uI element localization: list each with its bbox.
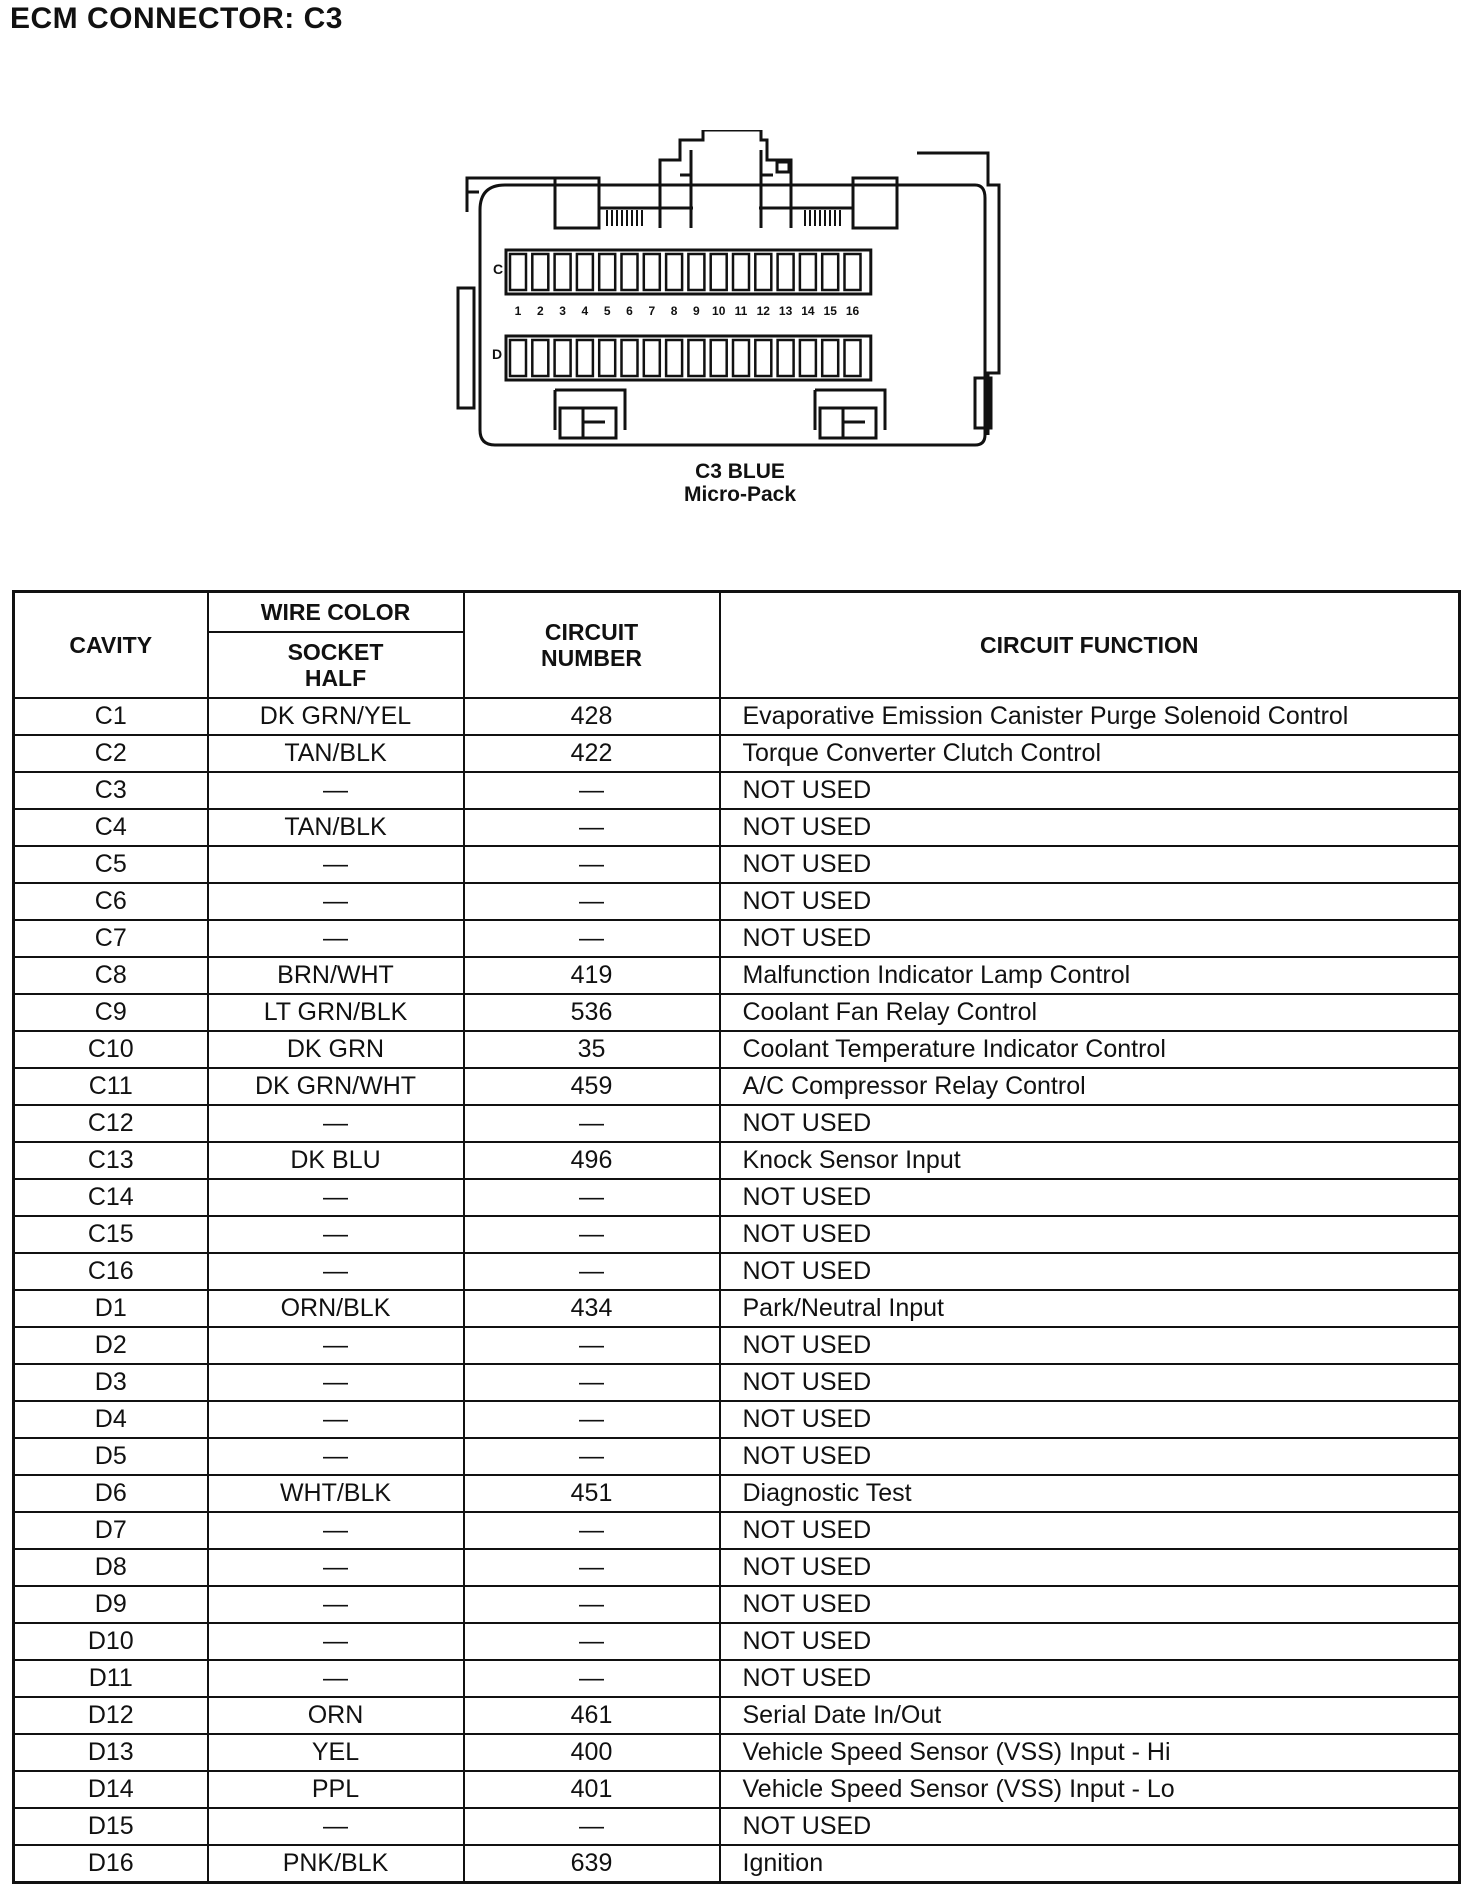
cavity-d12 (755, 340, 771, 376)
cell-cavity: D8 (14, 1549, 208, 1586)
table-row (14, 1327, 1460, 1364)
table-row (14, 1697, 1460, 1734)
cavity-c12 (755, 254, 771, 290)
cell-cavity: C6 (14, 883, 208, 920)
cavity-row-c (506, 250, 871, 294)
cavity-c3 (555, 254, 571, 290)
cell-cavity: C16 (14, 1253, 208, 1290)
pin-number: 10 (712, 304, 726, 318)
cell-circuit-number: — (464, 1808, 720, 1845)
table-row (14, 1475, 1460, 1512)
cell-cavity: C7 (14, 920, 208, 957)
cell-circuit-number: 536 (464, 994, 720, 1031)
table-row (14, 920, 1460, 957)
cell-wire-color: DK GRN (208, 1031, 464, 1068)
pin-number: 13 (778, 304, 793, 318)
pin-number: 2 (536, 304, 544, 318)
cell-circuit-number: 461 (464, 1697, 720, 1734)
cell-cavity: D4 (14, 1401, 208, 1438)
cell-circuit-number: 428 (464, 698, 720, 735)
cell-wire-color: DK GRN/YEL (208, 698, 464, 735)
table-row (14, 1031, 1460, 1068)
cell-circuit-number: — (464, 1105, 720, 1142)
cell-cavity: D7 (14, 1512, 208, 1549)
cavity-row-d (506, 336, 871, 380)
cell-circuit-function: Torque Converter Clutch Control (720, 735, 1460, 772)
cell-circuit-number: — (464, 883, 720, 920)
cavity-c4 (577, 254, 593, 290)
cell-circuit-number: 419 (464, 957, 720, 994)
table-row (14, 1179, 1460, 1216)
table-row (14, 772, 1460, 809)
cell-circuit-number: 496 (464, 1142, 720, 1179)
table-row (14, 698, 1460, 735)
cell-circuit-number: 401 (464, 1771, 720, 1808)
table-row (14, 809, 1460, 846)
table-row (14, 1216, 1460, 1253)
cell-cavity: D15 (14, 1808, 208, 1845)
table-row (14, 1549, 1460, 1586)
connector-caption (540, 460, 940, 506)
caption-line-2: Micro-Pack (683, 483, 797, 506)
header-cavity: CAVITY (14, 592, 208, 699)
cell-circuit-function: NOT USED (720, 772, 1460, 809)
cavity-d15 (822, 340, 838, 376)
cell-cavity: C13 (14, 1142, 208, 1179)
pin-number: 4 (581, 304, 589, 318)
cavity-d2 (532, 340, 548, 376)
table-row (14, 1290, 1460, 1327)
cell-wire-color: LT GRN/BLK (208, 994, 464, 1031)
cell-circuit-number: — (464, 1586, 720, 1623)
cell-circuit-function: Park/Neutral Input (720, 1290, 1460, 1327)
cell-cavity: D11 (14, 1660, 208, 1697)
cell-circuit-function: NOT USED (720, 1105, 1460, 1142)
header-wire-color: WIRE COLOR (208, 592, 464, 633)
cell-wire-color: WHT/BLK (208, 1475, 464, 1512)
cell-wire-color: BRN/WHT (208, 957, 464, 994)
cell-cavity: D10 (14, 1623, 208, 1660)
cell-circuit-function: NOT USED (720, 1549, 1460, 1586)
page-title: ECM CONNECTOR: C3 (10, 2, 343, 35)
cell-circuit-function: Diagnostic Test (720, 1475, 1460, 1512)
table-row (14, 1438, 1460, 1475)
cell-circuit-number: — (464, 920, 720, 957)
cell-wire-color: ORN (208, 1697, 464, 1734)
cell-circuit-number: — (464, 1549, 720, 1586)
cell-circuit-function: NOT USED (720, 1364, 1460, 1401)
cavity-c8 (666, 254, 682, 290)
cell-wire-color: — (208, 1586, 464, 1623)
cavity-d5 (599, 340, 615, 376)
header-circuit-function: CIRCUIT FUNCTION (720, 592, 1460, 699)
cavity-d11 (733, 340, 749, 376)
table-row (14, 1808, 1460, 1845)
cell-circuit-function: NOT USED (720, 920, 1460, 957)
cell-circuit-number: 35 (464, 1031, 720, 1068)
cell-cavity: C9 (14, 994, 208, 1031)
cell-cavity: D6 (14, 1475, 208, 1512)
cell-circuit-number: 422 (464, 735, 720, 772)
pin-number: 16 (845, 304, 860, 318)
table-row (14, 994, 1460, 1031)
cell-circuit-function: NOT USED (720, 1216, 1460, 1253)
cell-wire-color: — (208, 1401, 464, 1438)
cell-cavity: C4 (14, 809, 208, 846)
cavity-c6 (622, 254, 638, 290)
cavity-d9 (688, 340, 704, 376)
cavity-c14 (800, 254, 816, 290)
cell-circuit-number: — (464, 846, 720, 883)
cell-circuit-function: NOT USED (720, 1623, 1460, 1660)
cell-wire-color: — (208, 1364, 464, 1401)
table-row (14, 957, 1460, 994)
pin-number: 14 (801, 304, 815, 318)
cell-cavity: C1 (14, 698, 208, 735)
cell-circuit-function: NOT USED (720, 1808, 1460, 1845)
table-row (14, 1401, 1460, 1438)
pin-number: 11 (734, 304, 748, 318)
table-row (14, 846, 1460, 883)
cell-circuit-number: — (464, 1438, 720, 1475)
cell-wire-color: — (208, 1105, 464, 1142)
cell-wire-color: — (208, 1253, 464, 1290)
cavity-d8 (666, 340, 682, 376)
pin-number-labels (515, 304, 860, 318)
cell-circuit-number: — (464, 1216, 720, 1253)
cavity-d16 (845, 340, 861, 376)
cell-circuit-function: NOT USED (720, 1401, 1460, 1438)
table-row (14, 1586, 1460, 1623)
cell-circuit-number: — (464, 1327, 720, 1364)
cell-cavity: D5 (14, 1438, 208, 1475)
pin-number: 7 (648, 304, 656, 318)
pin-number: 5 (603, 304, 611, 318)
table-row (14, 1660, 1460, 1697)
table-row (14, 1734, 1460, 1771)
cell-cavity: C8 (14, 957, 208, 994)
cell-cavity: D9 (14, 1586, 208, 1623)
table-row (14, 1142, 1460, 1179)
pin-number: 3 (559, 304, 566, 318)
pin-number: 15 (823, 304, 837, 318)
cell-wire-color: TAN/BLK (208, 809, 464, 846)
pin-number: 1 (514, 304, 522, 318)
cell-cavity: C2 (14, 735, 208, 772)
cell-circuit-number: 434 (464, 1290, 720, 1327)
cell-wire-color: — (208, 772, 464, 809)
cell-wire-color: PPL (208, 1771, 464, 1808)
row-label-d: D (492, 346, 503, 362)
cell-wire-color: — (208, 1623, 464, 1660)
cell-circuit-number: 451 (464, 1475, 720, 1512)
cell-circuit-number: — (464, 1401, 720, 1438)
cell-wire-color: — (208, 920, 464, 957)
cavity-c11 (733, 254, 749, 290)
cell-circuit-function: NOT USED (720, 1438, 1460, 1475)
cell-wire-color: TAN/BLK (208, 735, 464, 772)
cell-circuit-number: — (464, 1179, 720, 1216)
cavity-d3 (555, 340, 571, 376)
cell-circuit-function: NOT USED (720, 1179, 1460, 1216)
cell-cavity: C10 (14, 1031, 208, 1068)
table-row (14, 1771, 1460, 1808)
cell-circuit-number: — (464, 1660, 720, 1697)
cell-wire-color: PNK/BLK (208, 1845, 464, 1883)
cell-cavity: D13 (14, 1734, 208, 1771)
pin-number: 12 (756, 304, 770, 318)
cavity-d4 (577, 340, 593, 376)
table-body (14, 698, 1460, 1883)
table-row (14, 1364, 1460, 1401)
cavity-c7 (644, 254, 660, 290)
cell-circuit-number: — (464, 772, 720, 809)
cell-circuit-function: Coolant Temperature Indicator Control (720, 1031, 1460, 1068)
row-label-c: C (493, 261, 504, 277)
cavity-c5 (599, 254, 615, 290)
cell-wire-color: — (208, 1512, 464, 1549)
cell-cavity: D16 (14, 1845, 208, 1883)
cell-wire-color: — (208, 1327, 464, 1364)
cell-circuit-number: — (464, 1253, 720, 1290)
cell-circuit-function: Vehicle Speed Sensor (VSS) Input - Hi (720, 1734, 1460, 1771)
cell-wire-color: DK GRN/WHT (208, 1068, 464, 1105)
cell-cavity: D3 (14, 1364, 208, 1401)
cell-cavity: D1 (14, 1290, 208, 1327)
table-row (14, 883, 1460, 920)
cavity-c13 (778, 254, 794, 290)
cell-wire-color: ORN/BLK (208, 1290, 464, 1327)
cell-circuit-function: Coolant Fan Relay Control (720, 994, 1460, 1031)
cavity-d10 (711, 340, 727, 376)
cell-circuit-function: Ignition (720, 1845, 1460, 1883)
cavity-c16 (845, 254, 861, 290)
cell-circuit-number: 400 (464, 1734, 720, 1771)
cell-circuit-function: A/C Compressor Relay Control (720, 1068, 1460, 1105)
pin-number: 9 (693, 304, 700, 318)
table-row (14, 1623, 1460, 1660)
cavity-d14 (800, 340, 816, 376)
cell-circuit-number: 639 (464, 1845, 720, 1883)
cell-circuit-function: Knock Sensor Input (720, 1142, 1460, 1179)
cavity-d6 (622, 340, 638, 376)
cell-circuit-number: — (464, 1623, 720, 1660)
caption-line-1: C3 BLUE (695, 460, 785, 483)
cell-cavity: C3 (14, 772, 208, 809)
cavity-c10 (711, 254, 727, 290)
cavity-c2 (532, 254, 548, 290)
table-row (14, 1253, 1460, 1290)
cell-circuit-function: NOT USED (720, 1660, 1460, 1697)
cell-wire-color: YEL (208, 1734, 464, 1771)
cell-wire-color: — (208, 846, 464, 883)
pin-number: 6 (626, 304, 633, 318)
cell-circuit-function: NOT USED (720, 1586, 1460, 1623)
cell-cavity: C15 (14, 1216, 208, 1253)
cavity-c9 (688, 254, 704, 290)
cell-wire-color: — (208, 1808, 464, 1845)
pinout-table (12, 590, 1461, 1884)
cavity-d7 (644, 340, 660, 376)
cavity-c15 (822, 254, 838, 290)
cell-cavity: C14 (14, 1179, 208, 1216)
table-row (14, 1845, 1460, 1883)
cell-circuit-function: NOT USED (720, 1253, 1460, 1290)
connector-diagram (455, 130, 1015, 450)
table-row (14, 1068, 1460, 1105)
cell-wire-color: — (208, 1179, 464, 1216)
cell-wire-color: DK BLU (208, 1142, 464, 1179)
cell-circuit-number: — (464, 1364, 720, 1401)
cell-circuit-function: Vehicle Speed Sensor (VSS) Input - Lo (720, 1771, 1460, 1808)
cell-circuit-function: Evaporative Emission Canister Purge Solenoid Control (720, 698, 1460, 735)
cell-wire-color: — (208, 1438, 464, 1475)
cell-cavity: C11 (14, 1068, 208, 1105)
cell-circuit-number: 459 (464, 1068, 720, 1105)
table-row (14, 1105, 1460, 1142)
table-row (14, 1512, 1460, 1549)
cell-cavity: D2 (14, 1327, 208, 1364)
table-row (14, 735, 1460, 772)
cell-circuit-number: — (464, 1512, 720, 1549)
cell-circuit-function: NOT USED (720, 1512, 1460, 1549)
cell-wire-color: — (208, 1549, 464, 1586)
cell-wire-color: — (208, 1660, 464, 1697)
cell-circuit-function: NOT USED (720, 846, 1460, 883)
cavity-c1 (510, 254, 526, 290)
cell-circuit-number: — (464, 809, 720, 846)
cell-wire-color: — (208, 883, 464, 920)
cell-cavity: C12 (14, 1105, 208, 1142)
cell-circuit-function: Malfunction Indicator Lamp Control (720, 957, 1460, 994)
cell-cavity: C5 (14, 846, 208, 883)
cell-circuit-function: NOT USED (720, 883, 1460, 920)
header-socket-half: SOCKET HALF (208, 632, 464, 698)
cell-circuit-function: NOT USED (720, 1327, 1460, 1364)
cell-cavity: D12 (14, 1697, 208, 1734)
header-circuit-number: CIRCUIT NUMBER (464, 592, 720, 699)
cell-cavity: D14 (14, 1771, 208, 1808)
cavity-d13 (778, 340, 794, 376)
cell-circuit-function: Serial Date In/Out (720, 1697, 1460, 1734)
cavity-d1 (510, 340, 526, 376)
pin-number: 8 (670, 304, 678, 318)
cell-wire-color: — (208, 1216, 464, 1253)
cell-circuit-function: NOT USED (720, 809, 1460, 846)
